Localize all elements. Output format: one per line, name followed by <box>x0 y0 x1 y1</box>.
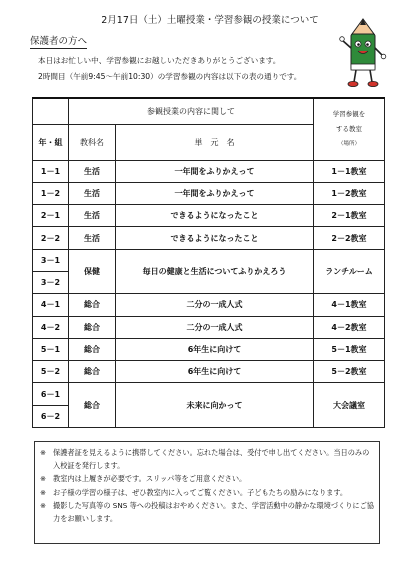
notice-text: 撮影した写真等の SNS 等への投稿はおやめください。また、学習活動中の静かな環境づくりにご協力をお願いします。 <box>53 500 374 524</box>
room-header: 学習参観を する教室 （場所） <box>314 98 385 160</box>
room-cell: 4－1教室 <box>314 294 385 316</box>
class-cell: 6－2 <box>33 405 69 427</box>
unit-cell: 未来に向かって <box>116 383 314 428</box>
room-cell: 1－2教室 <box>314 182 385 204</box>
notice-text: 保護者証を見えるように携帯してください。忘れた場合は、受付で申し出てください。当日のみの入校証を発行します。 <box>53 448 370 471</box>
notice-box <box>34 441 380 544</box>
subject-header: 教科名 <box>69 124 116 160</box>
unit-cell: 毎日の健康と生活についてふりかえろう <box>116 249 314 294</box>
corner-cell <box>33 98 69 124</box>
subject-cell: 総合 <box>69 316 116 338</box>
subject-cell: 生活 <box>69 227 116 249</box>
unit-cell: できるようになったこと <box>116 227 314 249</box>
table-row <box>33 361 385 383</box>
unit-cell: 二分の一成人式 <box>116 316 314 338</box>
notice-text: お子様の学習の様子は、ぜひ教室内に入ってご覧ください。子どもたちの励みになります。 <box>53 487 348 497</box>
table-row <box>33 383 385 405</box>
class-cell: 5－1 <box>33 338 69 360</box>
class-cell: 1－2 <box>33 182 69 204</box>
pencil-mascot-icon <box>338 18 388 90</box>
table-row <box>33 205 385 227</box>
room-cell: 5－1教室 <box>314 338 385 360</box>
room-cell: 大会議室 <box>314 383 385 428</box>
class-cell: 2－2 <box>33 227 69 249</box>
room-cell: 1－1教室 <box>314 160 385 182</box>
subject-cell: 生活 <box>69 160 116 182</box>
unit-cell: 一年間をふりかえって <box>116 182 314 204</box>
addressee: 保護者の方へ <box>30 33 87 49</box>
subject-cell: 総合 <box>69 383 116 428</box>
room-cell: 5－2教室 <box>314 361 385 383</box>
class-cell: 3－2 <box>33 271 69 293</box>
class-cell: 4－1 <box>33 294 69 316</box>
subject-cell: 総合 <box>69 361 116 383</box>
note-mark: ※ <box>40 487 47 497</box>
unit-cell: 二分の一成人式 <box>116 294 314 316</box>
table-row <box>33 227 385 249</box>
intro-line-1: 本日はお忙しい中、学習参観にお越しいただきありがとうございます。 <box>38 56 281 65</box>
class-cell: 3－1 <box>33 249 69 271</box>
subject-cell: 総合 <box>69 338 116 360</box>
notice-item <box>40 472 374 485</box>
subject-cell: 総合 <box>69 294 116 316</box>
unit-cell: 一年間をふりかえって <box>116 160 314 182</box>
class-cell: 1－1 <box>33 160 69 182</box>
note-mark: ※ <box>40 500 47 510</box>
table-row <box>33 182 385 204</box>
unit-cell: 6年生に向けて <box>116 361 314 383</box>
schedule-table <box>32 97 385 428</box>
table-header-row <box>33 98 385 124</box>
note-mark: ※ <box>40 474 47 484</box>
table-row <box>33 249 385 271</box>
subject-cell: 生活 <box>69 205 116 227</box>
note-mark: ※ <box>40 448 47 457</box>
room-cell: ランチルーム <box>314 249 385 294</box>
class-cell: 4－2 <box>33 316 69 338</box>
unit-cell: 6年生に向けて <box>116 338 314 360</box>
room-cell: 2－2教室 <box>314 227 385 249</box>
intro-line-2: 2時間目（午前9:45～午前10:30）の学習参観の内容は以下の表の通りです。 <box>38 72 302 81</box>
unit-cell: できるようになったこと <box>116 205 314 227</box>
class-cell: 2－1 <box>33 205 69 227</box>
unit-header: 単 元 名 <box>116 124 314 160</box>
page-title: 2月17日（土）土曜授業・学習参観の授業について <box>101 15 319 26</box>
notice-item <box>40 486 374 499</box>
subject-cell: 保健 <box>69 249 116 294</box>
notice-text: 教室内は上履きが必要です。スリッパ等をご用意ください。 <box>53 474 247 484</box>
room-cell: 2－1教室 <box>314 205 385 227</box>
group-header: 参観授業の内容に関して <box>69 98 314 124</box>
table-row <box>33 338 385 360</box>
class-cell: 5－2 <box>33 361 69 383</box>
subject-cell: 生活 <box>69 182 116 204</box>
notice-item <box>40 446 374 472</box>
class-cell: 6－1 <box>33 383 69 405</box>
table-row <box>33 160 385 182</box>
room-cell: 4－2教室 <box>314 316 385 338</box>
class-header: 年・組 <box>33 124 69 160</box>
table-row <box>33 316 385 338</box>
notice-item <box>40 499 374 525</box>
table-row <box>33 294 385 316</box>
